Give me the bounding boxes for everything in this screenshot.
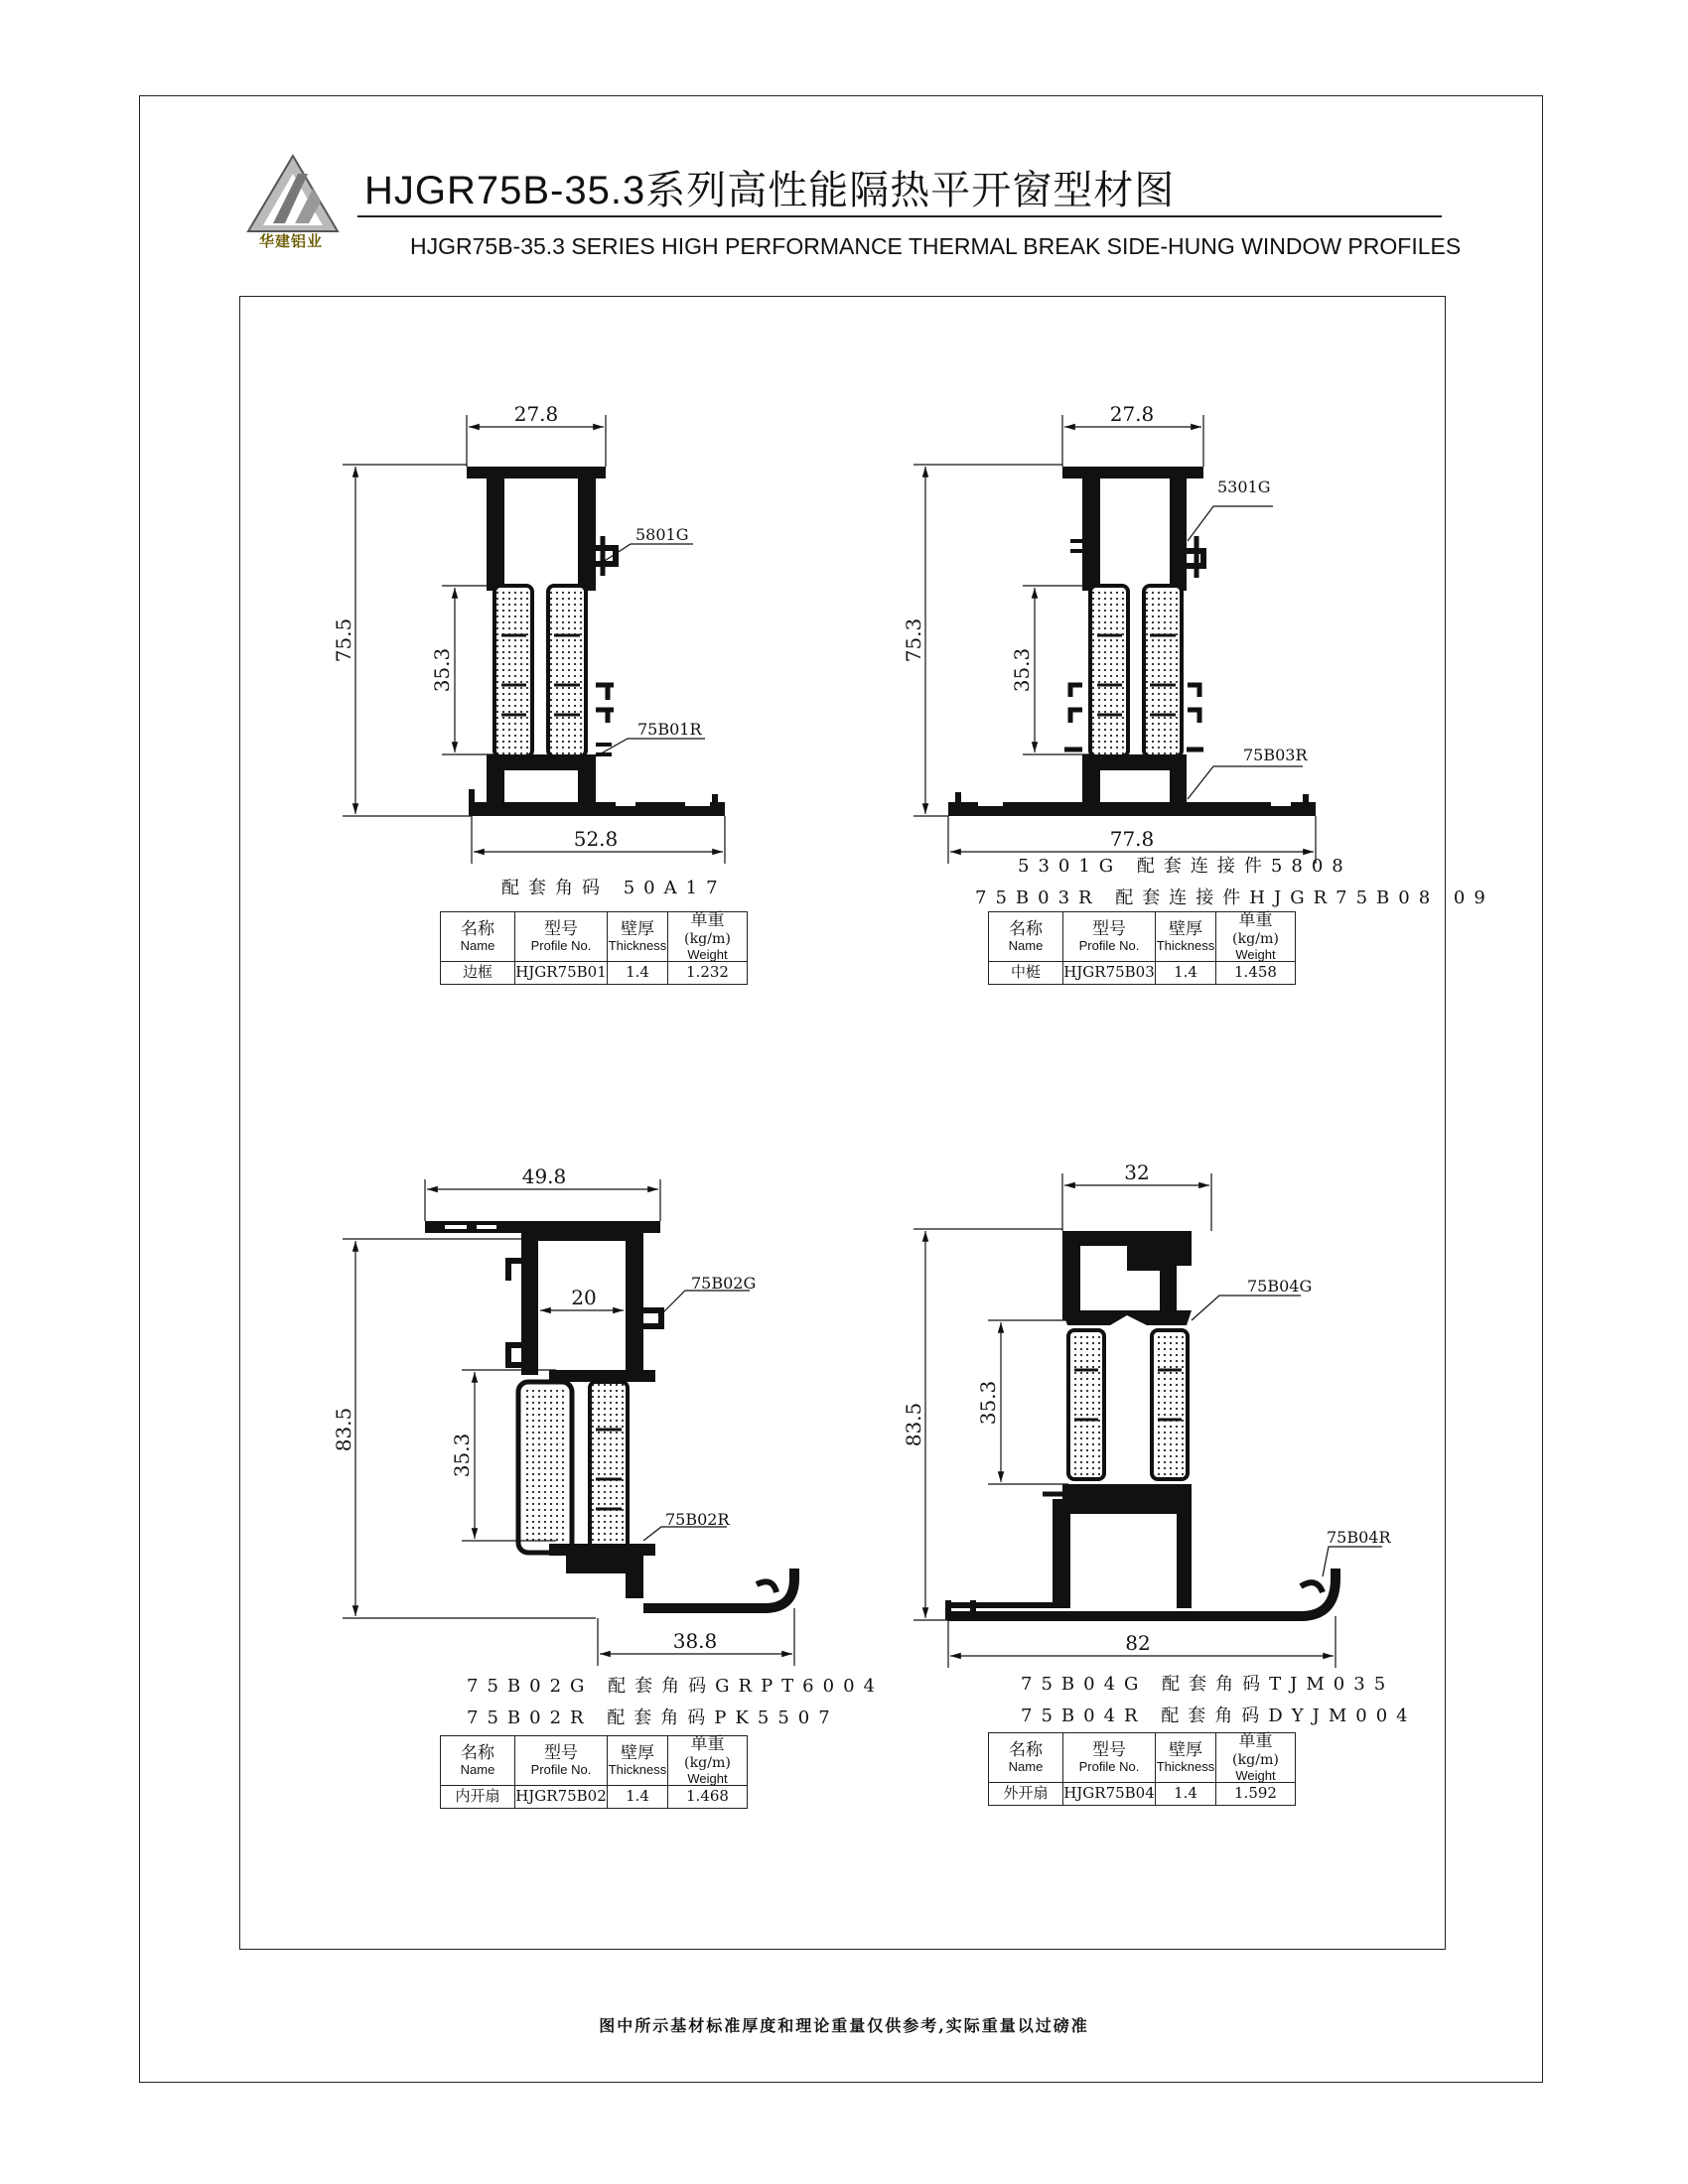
p1-callout-bottom: 75B01R [637,720,702,739]
p2-bottom-dim: 77.8 [1109,827,1155,851]
p2-top-dim: 27.8 [1109,402,1155,426]
footer-note: 图中所示基材标准厚度和理论重量仅供参考,实际重量以过磅准 [599,2016,1089,2035]
page-subtitle: HJGR75B-35.3 SERIES HIGH PERFORMANCE THERMAL BREAK SIDE-HUNG WINDOW PROFILES [410,233,1462,259]
table-header-row: 名称 Name 型号 Profile No. 壁厚 Thickness 单重(kg/m) Weight [441,912,748,962]
table-header-row: 名称 Name 型号 Profile No. 壁厚 Thickness 单重(kg/m) Weight [989,1733,1296,1783]
table-row: 中梃 HJGR75B03 1.4 1.458 [989,962,1296,985]
p1-note-1: 配套角码 50A17 [501,878,727,898]
p4-bottom-dim: 82 [1125,1631,1151,1655]
p2-callout-top: 5301G [1217,478,1271,496]
table-row: 外开扇 HJGR75B04 1.4 1.592 [989,1783,1296,1806]
table-row: 边框 HJGR75B01 1.4 1.232 [441,962,748,985]
p4-note-1: 75B04G 配套角码TJM035 [1021,1674,1395,1695]
p1-spec-table [440,911,748,985]
p4-insulation-dim: 35.3 [976,1380,1000,1426]
p4-spec-table [988,1732,1296,1806]
p3-bottom-dim: 38.8 [672,1629,718,1653]
p3-note-2: 75B02R 配套角码PK5507 [467,1707,839,1728]
p4-height-dim: 83.5 [902,1402,925,1447]
p3-insulation-dim: 35.3 [450,1433,474,1478]
p3-callout-bottom: 75B02R [665,1510,730,1529]
p3-top-dim: 49.8 [521,1164,567,1188]
p3-spec-table [440,1735,748,1809]
table-header-row: 名称 Name 型号 Profile No. 壁厚 Thickness 单重(kg/m) Weight [441,1736,748,1786]
p3-height-dim: 83.5 [332,1407,355,1452]
p3-callout-top: 75B02G [691,1274,757,1293]
p1-top-dim: 27.8 [513,402,559,426]
p3-inner-dim: 20 [571,1286,597,1309]
p2-insulation-dim: 35.3 [1010,647,1034,693]
p1-insulation-dim: 35.3 [430,647,454,693]
p1-callout-top: 5801G [635,525,689,544]
profile-1-drawing [467,467,725,816]
p4-note-2: 75B04R 配套角码DYJM004 [1021,1706,1417,1726]
p2-note-1: 5301G 配套连接件5808 [1018,856,1352,877]
p2-note-2: 75B03R 配套连接件HJGR75B08 09 [975,887,1494,908]
table-row: 内开扇 HJGR75B02 1.4 1.468 [441,1786,748,1809]
p2-callout-bottom: 75B03R [1243,746,1308,764]
p1-height-dim: 75.5 [332,617,355,663]
p3-note-1: 75B02G 配套角码GRPT6004 [467,1676,884,1697]
p2-spec-table [988,911,1296,985]
logo-text: 华建铝业 [258,232,323,250]
p2-height-dim: 75.3 [902,617,925,663]
table-header-row: 名称 Name 型号 Profile No. 壁厚 Thickness 单重(kg/m) Weight [989,912,1296,962]
p4-callout-bottom: 75B04R [1327,1528,1391,1547]
p4-top-dim: 32 [1124,1160,1150,1184]
p4-callout-top: 75B04G [1247,1277,1313,1296]
p1-bottom-dim: 52.8 [573,827,619,851]
page-title: HJGR75B-35.3系列高性能隔热平开窗型材图 [364,169,1176,212]
